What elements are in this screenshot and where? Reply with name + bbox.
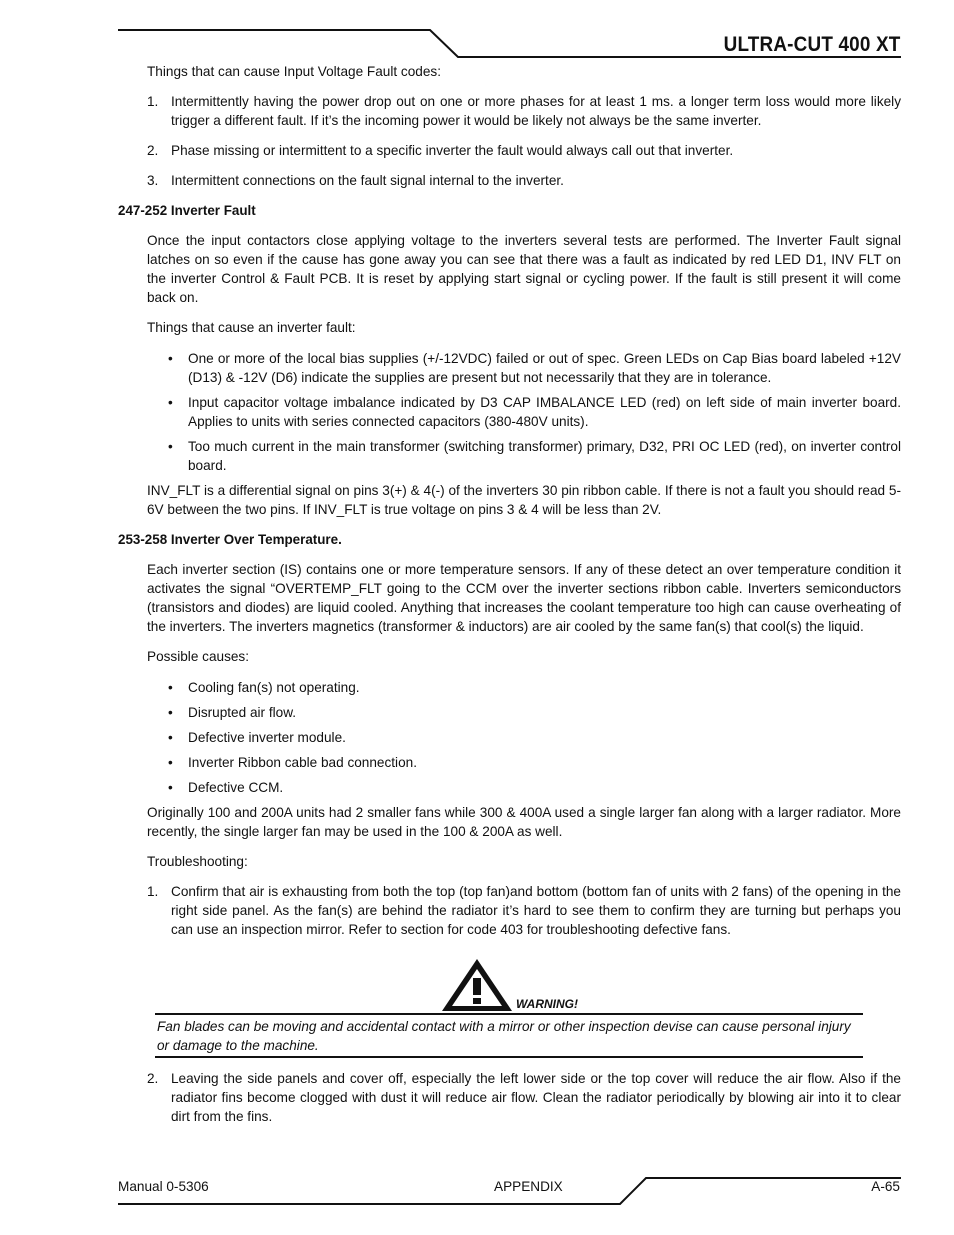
list-text: Input capacitor voltage imbalance indicated by D3 CAP IMBALANCE LED (red) on left side of main inverter board. Applies to units with series connected capacitors (380-480V units). [188, 395, 901, 429]
bullet-icon: • [168, 755, 173, 770]
list-text: Defective CCM. [188, 780, 284, 795]
list-text: Defective inverter module. [188, 730, 346, 745]
section-label: APPENDIX [494, 1179, 563, 1194]
list-text: Inverter Ribbon cable bad connection. [188, 755, 417, 770]
list-item [118, 393, 901, 431]
voltage-causes-intro: Things that can cause Input Voltage Fault codes: [147, 64, 441, 79]
manual-number: Manual 0-5306 [118, 1179, 209, 1194]
overtemp-heading: 253-258 Inverter Over Temperature. [118, 532, 342, 547]
list-text: Disrupted air flow. [188, 705, 297, 720]
inverter-fault-intro: Things that cause an inverter fault: [147, 320, 356, 335]
list-item [118, 1069, 901, 1126]
fan-history-paragraph: Originally 100 and 200A units had 2 smaller fans while 300 & 400A used a single larger fan along with a larger radiator. More recently, the single larger fan may be used in the 100 & 200A as well. [147, 805, 901, 839]
list-item [118, 753, 901, 772]
page-body [118, 60, 901, 1126]
page-number: A-65 [871, 1179, 900, 1194]
list-text: Intermittent connections on the fault signal internal to the inverter. [171, 173, 564, 188]
list-item [118, 703, 901, 722]
bullet-icon: • [168, 680, 173, 695]
warning-label: WARNING! [516, 997, 578, 1011]
bullet-icon: • [168, 730, 173, 745]
overtemp-bullets [118, 678, 901, 797]
troubleshooting-intro: Troubleshooting: [147, 854, 248, 869]
overtemp-paragraph: Each inverter section (IS) contains one or more temperature sensors. If any of these detect an over temperature condition it activates the signal “OVERTEMP_FLT going to the CCM over the inverter sections ribbon cable. Inverters semiconductors (transistors and diodes) are liquid cooled. Anything that increases the coolant temperature too high can cause overheating of the inverters. The inverters magnetics (transformer & inductors) are air cooled by the same fan(s) that cool(s) the liquid. [147, 562, 901, 634]
list-number: 1. [147, 94, 159, 109]
warning-callout [155, 957, 863, 1058]
warning-bottom-rule [155, 1056, 863, 1058]
inv-flt-paragraph: INV_FLT is a differential signal on pins 3(+) & 4(-) of the inverters 30 pin ribbon cable. If there is not a fault you should read 5-6V between the two pins. If INV_FLT is true voltage on pins 3 & 4 will be less than 2V. [147, 483, 901, 517]
troubleshooting-list-1 [118, 882, 901, 939]
list-text: Too much current in the main transformer (switching transformer) primary, D32, PRI OC LED (red), on inverter control board. [188, 439, 901, 473]
list-text: Confirm that air is exhausting from both the top (top fan)and bottom (bottom fan of units with 2 fans) of the opening in the right side panel. As the fan(s) are behind the radiator it’s hard to see them to confirm they are turning but perhaps you can use an inspection mirror. Refer to section for code 403 for troubleshooting defective fans. [171, 884, 901, 937]
list-number: 2. [147, 143, 159, 158]
warning-header [155, 957, 863, 1013]
voltage-causes-list [118, 92, 901, 190]
inverter-fault-paragraph: Once the input contactors close applying voltage to the inverters several tests are performed. The Inverter Fault signal latches on so even if the cause has gone away you can see that there was a fault as indicated by red LED D1, INV FLT on the inverter Control & Fault PCB. It is reset by applying start signal or cycling power. If the fault is still present it will come back on. [147, 233, 901, 305]
bullet-icon: • [168, 351, 173, 366]
list-item [118, 92, 901, 130]
inverter-fault-bullets [118, 349, 901, 475]
warning-text: Fan blades can be moving and accidental contact with a mirror or other inspection devise can cause personal injury or damage to the machine. [157, 1019, 851, 1053]
bullet-icon: • [168, 780, 173, 795]
list-item [118, 141, 901, 160]
bullet-icon: • [168, 395, 173, 410]
possible-causes-intro: Possible causes: [147, 649, 250, 664]
list-text: Phase missing or intermittent to a specific inverter the fault would always call out that inverter. [171, 143, 734, 158]
list-item [118, 349, 901, 387]
list-item [118, 882, 901, 939]
list-item [118, 171, 901, 190]
list-item [118, 678, 901, 697]
bullet-icon: • [168, 705, 173, 720]
list-item [118, 728, 901, 747]
list-number: 3. [147, 173, 159, 188]
list-text: One or more of the local bias supplies (+/-12VDC) failed or out of spec. Green LEDs on Cap Bias board labeled +12V (D13) & -12V (D6) indicate the supplies are present but not necessarily that they are in tolerance. [188, 351, 901, 385]
list-text: Leaving the side panels and cover off, especially the left lower side or the top cover will reduce the air flow. Also if the radiator fins become clogged with dust it will reduce air flow. Clean the radiator periodically by blowing air into it to clear dirt from the fins. [171, 1071, 901, 1124]
warning-triangle-icon [440, 957, 514, 1013]
list-text: Cooling fan(s) not operating. [188, 680, 360, 695]
troubleshooting-list-2 [118, 1069, 901, 1126]
list-text: Intermittently having the power drop out on one or more phases for at least 1 ms. a longer term loss would more likely trigger a different fault. If it’s the incoming power it would be likely not always be the same inverter. [171, 94, 901, 128]
list-number: 1. [147, 884, 159, 899]
list-number: 2. [147, 1071, 159, 1086]
list-item [118, 778, 901, 797]
bullet-icon: • [168, 439, 173, 454]
inverter-fault-heading: 247-252 Inverter Fault [118, 203, 256, 218]
list-item [118, 437, 901, 475]
document-title: ULTRA-CUT 400 XT [723, 33, 900, 56]
